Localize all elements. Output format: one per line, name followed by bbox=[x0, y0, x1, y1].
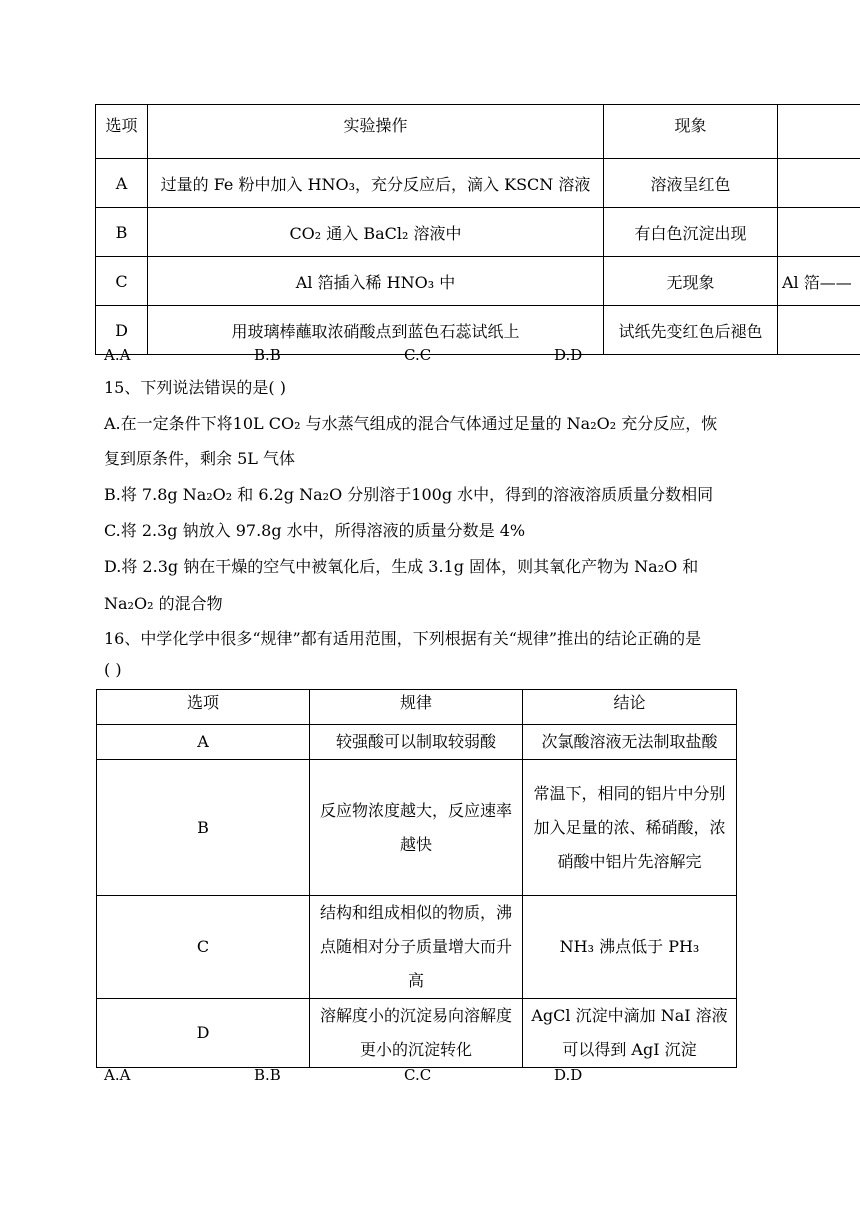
row-conclusion: 次氯酸溶液无法制取盐酸 bbox=[523, 725, 737, 760]
question-15-option-d-cont: Na₂O₂ 的混合物 bbox=[104, 594, 223, 613]
answer-option: B.B bbox=[254, 346, 281, 364]
question-15-option-a: A.在一定条件下将10L CO₂ 与水蒸气组成的混合气体通过足量的 Na₂O₂ 充分反应，恢 bbox=[104, 414, 718, 433]
table-header-row bbox=[97, 690, 737, 725]
row-conclusion bbox=[778, 208, 860, 257]
header-conclusion bbox=[778, 105, 860, 159]
row-conclusion: AgCl 沉淀中滴加 NaI 溶液可以得到 AgI 沉淀 bbox=[523, 999, 737, 1068]
row-conclusion bbox=[778, 306, 860, 355]
row-operation: 过量的 Fe 粉中加入 HNO₃，充分反应后，滴入 KSCN 溶液 bbox=[148, 159, 604, 208]
question-16-stem: 16、中学化学中很多“规律”都有适用范围，下列根据有关“规律”推出的结论正确的是 bbox=[104, 629, 702, 648]
question-16-stem-cont: ( ) bbox=[104, 660, 122, 679]
table-row bbox=[96, 208, 860, 257]
row-option: B bbox=[96, 208, 148, 257]
header-rule: 规律 bbox=[310, 690, 523, 725]
row-conclusion bbox=[778, 159, 860, 208]
question-15-option-a-cont: 复到原条件，剩余 5L 气体 bbox=[104, 449, 295, 468]
row-rule: 较强酸可以制取较弱酸 bbox=[310, 725, 523, 760]
header-phenomenon: 现象 bbox=[604, 105, 778, 159]
row-rule: 溶解度小的沉淀易向溶解度更小的沉淀转化 bbox=[310, 999, 523, 1068]
row-rule: 反应物浓度越大，反应速率越快 bbox=[310, 760, 523, 896]
row-option: D bbox=[96, 306, 148, 355]
table-row bbox=[97, 999, 737, 1068]
header-option: 选项 bbox=[96, 105, 148, 159]
question-15-option-d: D.将 2.3g 钠在干燥的空气中被氧化后，生成 3.1g 固体，则其氧化产物为 Na₂O 和 bbox=[104, 557, 699, 576]
answer-option: C.C bbox=[404, 346, 432, 364]
row-option: A bbox=[97, 725, 310, 760]
header-conclusion: 结论 bbox=[523, 690, 737, 725]
question-15-option-b: B.将 7.8g Na₂O₂ 和 6.2g Na₂O 分别溶于100g 水中，得到的溶液溶质质量分数相同 bbox=[104, 485, 714, 504]
row-option: D bbox=[97, 999, 310, 1068]
answer-option: D.D bbox=[554, 1066, 583, 1084]
table-row bbox=[96, 257, 860, 306]
table-row bbox=[96, 306, 860, 355]
row-phenomenon: 无现象 bbox=[604, 257, 778, 306]
header-option: 选项 bbox=[97, 690, 310, 725]
row-rule: 结构和组成相似的物质，沸点随相对分子质量增大而升高 bbox=[310, 896, 523, 999]
row-conclusion: NH₃ 沸点低于 PH₃ bbox=[523, 896, 737, 999]
row-operation: 用玻璃棒蘸取浓硝酸点到蓝色石蕊试纸上 bbox=[148, 306, 604, 355]
row-operation: CO₂ 通入 BaCl₂ 溶液中 bbox=[148, 208, 604, 257]
rule-table bbox=[96, 689, 737, 1068]
table-row bbox=[97, 725, 737, 760]
row-option: C bbox=[97, 896, 310, 999]
question-15-stem: 15、下列说法错误的是( ) bbox=[104, 378, 286, 397]
row-phenomenon: 有白色沉淀出现 bbox=[604, 208, 778, 257]
row-phenomenon: 溶液呈红色 bbox=[604, 159, 778, 208]
table-row bbox=[97, 896, 737, 999]
row-operation: Al 箔插入稀 HNO₃ 中 bbox=[148, 257, 604, 306]
row-phenomenon: 试纸先变红色后褪色 bbox=[604, 306, 778, 355]
table-row bbox=[96, 159, 860, 208]
answer-option: A.A bbox=[104, 1066, 131, 1084]
answer-option: D.D bbox=[554, 346, 583, 364]
header-operation: 实验操作 bbox=[148, 105, 604, 159]
question-15-option-c: C.将 2.3g 钠放入 97.8g 水中，所得溶液的质量分数是 4% bbox=[104, 521, 526, 540]
experiment-table bbox=[95, 104, 860, 355]
row-option: C bbox=[96, 257, 148, 306]
row-conclusion: Al 箔—— bbox=[778, 257, 860, 306]
table-row bbox=[97, 760, 737, 896]
table-header-row bbox=[96, 105, 860, 159]
answer-option: C.C bbox=[404, 1066, 432, 1084]
answer-option: A.A bbox=[104, 346, 131, 364]
answer-option: B.B bbox=[254, 1066, 281, 1084]
row-option: B bbox=[97, 760, 310, 896]
row-option: A bbox=[96, 159, 148, 208]
row-conclusion: 常温下，相同的铝片中分别加入足量的浓、稀硝酸，浓硝酸中铝片先溶解完 bbox=[523, 760, 737, 896]
